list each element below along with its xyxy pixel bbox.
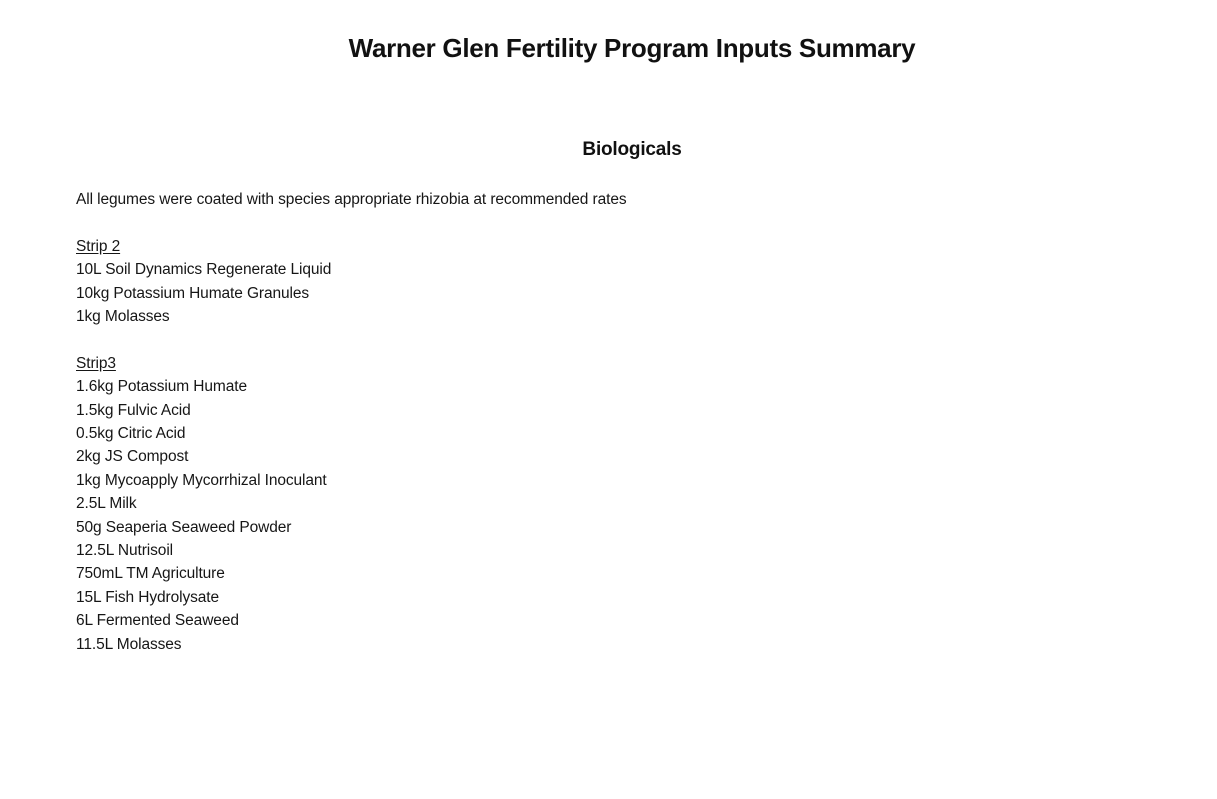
strip-2-item: 10kg Potassium Humate Granules (76, 284, 310, 302)
strip-2-item: 1kg Molasses (76, 308, 170, 326)
strip-3-item: 6L Fermented Seaweed (76, 612, 239, 630)
strip-3-item: 750mL TM Agriculture (76, 565, 225, 583)
rhizobia-note: All legumes were coated with species appropriate rhizobia at recommended rates (76, 191, 627, 208)
strip-3-item: 2kg JS Compost (76, 448, 189, 466)
section-heading-biologicals: Biologicals (582, 139, 682, 160)
strip-3-item: 12.5L Nutrisoil (76, 542, 174, 560)
strip-3-item: 50g Seaperia Seaweed Powder (76, 518, 292, 536)
strip-3-section (76, 352, 1188, 656)
strip-3-item: 1kg Mycoapply Mycorrhizal Inoculant (76, 471, 327, 489)
strip-3-item: 2.5L Milk (76, 495, 137, 513)
strip-3-heading-line (76, 352, 1188, 375)
strip-3-item: 11.5L Molasses (76, 635, 182, 653)
strip-3-item: 0.5kg Citric Acid (76, 425, 186, 443)
document-body (76, 188, 1188, 656)
strip-3-item: 1.5kg Fulvic Acid (76, 401, 191, 419)
document-title: Warner Glen Fertility Program Inputs Summary (348, 33, 916, 63)
strip-3-item: 1.6kg Potassium Humate (76, 378, 247, 396)
document-page (76, 0, 1188, 656)
strip-2-item: 10L Soil Dynamics Regenerate Liquid (76, 261, 332, 279)
strip-3-item: 15L Fish Hydrolysate (76, 588, 220, 606)
strip-2-label: Strip 2 (76, 237, 121, 255)
strip-2-section (76, 235, 1188, 329)
strip-2-heading-line (76, 235, 1188, 258)
strip-3-label: Strip3 (76, 354, 116, 372)
